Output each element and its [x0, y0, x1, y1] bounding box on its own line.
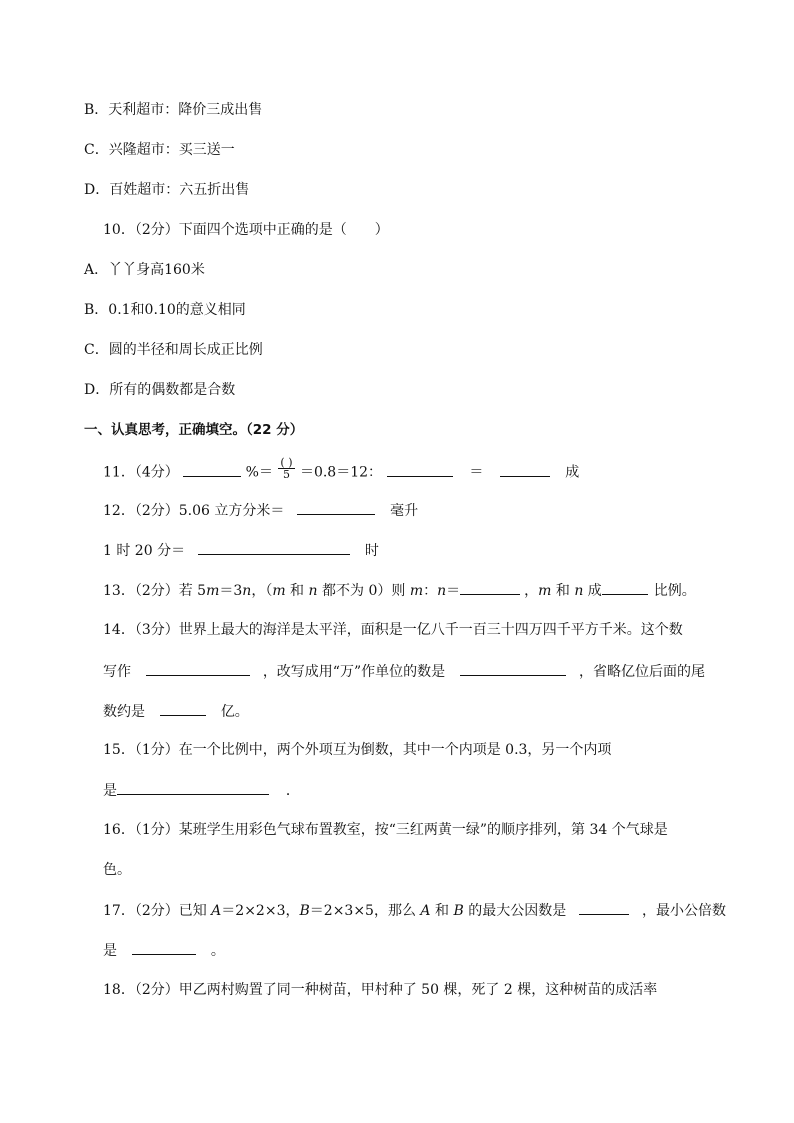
q10-option-a: A．丫丫身高160米	[84, 262, 205, 278]
q11-blank-3[interactable]	[500, 462, 550, 477]
q13-colon: ：	[423, 583, 438, 599]
q13-var-m: m	[206, 583, 220, 599]
q14-line-1: 14．（3分）世界上最大的海洋是太平洋，面积是一亿八千一百三十四万四千平方千米。这个数	[103, 622, 683, 638]
q13-prefix: 13．（2分）若 5	[103, 583, 207, 599]
q17-and: 和	[430, 903, 454, 919]
q11-eq: ＝	[469, 464, 484, 481]
q18-line-1: 18．（2分）甲乙两村购置了同一种树苗，甲村种了 50 棵，死了 2 棵，这种树苗的成活率	[103, 982, 658, 998]
q13-eq: ＝3	[219, 583, 243, 599]
q17-var-B: B	[299, 903, 310, 919]
q13	[103, 580, 696, 601]
q16-line-1: 16．（1分）某班学生用彩色气球布置教室，按“三红两黄一绿”的顺序排列，第 34 个气球是	[103, 822, 668, 838]
q13-suffix: 比例。	[653, 583, 696, 599]
q10-option-c: C．圆的半径和周长成正比例	[84, 342, 263, 358]
q17-line2-a: 是	[103, 943, 117, 959]
q10-stem: 10．（2分）下面四个选项中正确的是（ ）	[103, 222, 389, 238]
q14-line-3	[103, 701, 249, 722]
q17-line-1	[103, 900, 726, 921]
q12-line1-prefix: 12．（2分）5.06 立方分米＝	[103, 503, 285, 519]
q17-var-A2: A	[420, 903, 431, 919]
q12-blank-1[interactable]	[297, 500, 375, 515]
q14-line3-b: 亿。	[220, 704, 249, 720]
q17-line2-b: 。	[210, 943, 225, 959]
q15-line2-a: 是	[103, 783, 117, 799]
q10-option-b: B．0.1和0.10的意义相同	[84, 302, 246, 318]
q9-option-d: D．百姓超市：六五折出售	[84, 182, 250, 198]
q17-var-B2: B	[453, 903, 464, 919]
q17-var-A: A	[211, 903, 222, 919]
q13-var-m2: m	[272, 583, 286, 599]
q11	[103, 456, 580, 484]
q17-eqB: ＝2×3×5，那么	[309, 903, 421, 919]
q14-line2-b: ，改写成用“万”作单位的数是	[262, 664, 446, 680]
q13-notzero: 都不为 0）则	[317, 583, 410, 599]
q13-and2: 和	[551, 583, 575, 599]
q14-line-2	[103, 661, 705, 682]
q10-option-d: D．所有的偶数都是合数	[84, 382, 236, 398]
q13-paren: ，（	[251, 583, 273, 599]
q15-line2-b: ．	[285, 783, 300, 799]
q11-fraction	[278, 457, 294, 480]
q14-blank-2[interactable]	[460, 661, 566, 676]
q17-blank-1[interactable]	[579, 900, 629, 915]
q14-line2-c: ，省略亿位后面的尾	[578, 664, 705, 680]
q9-option-b: B．天利超市：降价三成出售	[84, 102, 263, 118]
q13-blank-1[interactable]	[460, 580, 520, 595]
q11-frac-num: ( )	[280, 456, 293, 469]
q11-suffix: 成	[565, 464, 580, 481]
q13-var-n4: n	[574, 583, 584, 599]
q17-line-2	[103, 940, 225, 961]
q9-option-c: C．兴隆超市：买三送一	[84, 142, 235, 158]
q13-cheng: 成	[583, 583, 602, 599]
q14-blank-1[interactable]	[146, 661, 250, 676]
q12-line2-suffix: 时	[364, 543, 379, 559]
q13-var-m3: m	[409, 583, 424, 599]
q15-line-1: 15．（1分）在一个比例中，两个外项互为倒数，其中一个内项是 0.3，另一个内项	[103, 742, 612, 758]
q11-percent: %＝	[245, 464, 273, 481]
q13-var-n: n	[242, 583, 252, 599]
q12-line-1	[103, 500, 418, 521]
q13-var-n3: n	[437, 583, 447, 599]
q13-eq2: ＝	[446, 583, 461, 599]
q14-line2-a: 写作	[103, 664, 131, 680]
q15-line-2	[103, 780, 300, 801]
q11-prefix: 11．（4分）	[103, 464, 179, 481]
q11-blank-2[interactable]	[387, 462, 453, 477]
q11-blank-1[interactable]	[183, 462, 241, 477]
q17-gcd: 的最大公因数是	[463, 903, 567, 919]
q15-blank[interactable]	[117, 780, 269, 795]
q14-blank-3[interactable]	[160, 701, 206, 716]
q13-and: 和	[285, 583, 309, 599]
q13-var-n2: n	[308, 583, 318, 599]
q13-blank-2[interactable]	[602, 580, 648, 595]
q12-line-2	[103, 540, 379, 561]
q17-line1-a: 17．（2分）已知	[103, 903, 212, 919]
q17-blank-2[interactable]	[132, 940, 196, 955]
q14-line3-a: 数约是	[103, 704, 145, 720]
q17-lcm: ，最小公倍数	[642, 903, 727, 919]
section-title: 一、认真思考，正确填空。（22 分）	[84, 422, 304, 438]
q11-mid: ＝0.8＝12：	[299, 464, 383, 481]
q17-eqA: ＝2×2×3，	[221, 903, 300, 919]
q13-comma: ，	[524, 583, 539, 599]
q12-line1-suffix: 毫升	[390, 503, 419, 519]
q16-line-2: 色。	[103, 862, 131, 878]
q13-var-m4: m	[538, 583, 552, 599]
q12-blank-2[interactable]	[198, 540, 350, 555]
q12-line2-prefix: 1 时 20 分＝	[103, 543, 186, 559]
q11-frac-den: 5	[282, 468, 290, 481]
